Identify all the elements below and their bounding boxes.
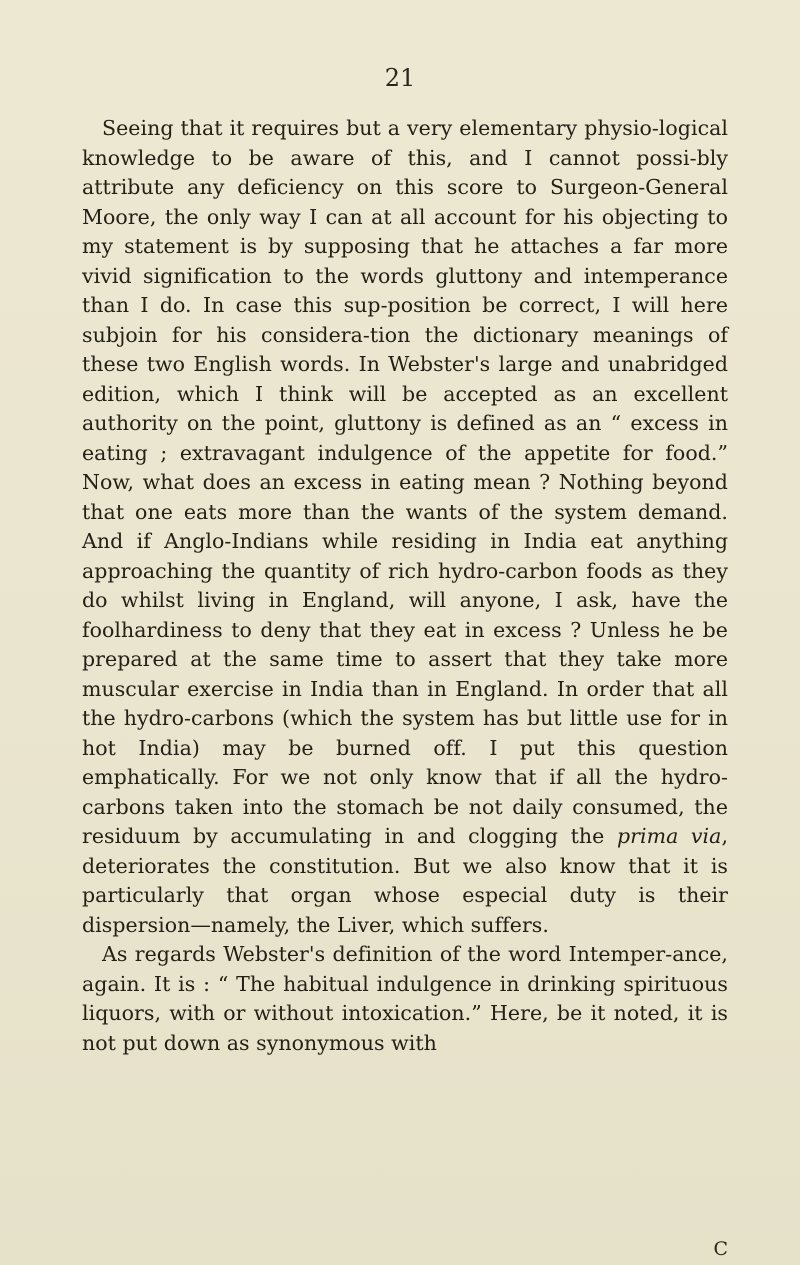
signature-mark: C [713, 1238, 728, 1260]
paragraph-1-text-continued: , deteriorates the constitution. But we also know that it is particularly that organ whose especial duty is their dispersion—namely, the Liver, which suffers. [82, 824, 729, 937]
body-text [82, 114, 728, 1058]
paragraph-2 [82, 940, 728, 1058]
paragraph-1-text: Seeing that it requires but a very elementary physio-logical knowledge to be aware of this, and I cannot possi-bly attribute any deficiency on this score to Surgeon-General Moore, the only way I can at all account for his objecting to my statement is by supposing that he attaches a far more vivid signification to the words gluttony and intemperance than I do. In case this sup-position be correct, I will here subjoin for his considera-tion the dictionary meanings of these two English words. In Webster's large and unabridged edition, which I think will be accepted as an excellent authority on the point, gluttony is defined as an “ excess in eating ; extravagant indulgence of the appetite for food.” Now, what does an excess in eating mean ? Nothing beyond that one eats more than the wants of the system demand. And if Anglo-Indians while residing in India eat anything approaching the quantity of rich hydro-carbon foods as they do whilst living in England, will anyone, I ask, have the foolhardiness to deny that they eat in excess ? Unless he be prepared at the same time to assert that they take more muscular exercise in India than in England. In order that all the hydro-carbons (which the system has but little use for in hot India) may be burned off. I put this question emphatically. For we not only know that if all the hydro-carbons taken into the stomach be not daily consumed, the residuum by accumulating in and clogging the [82, 116, 728, 848]
italic-phrase-prima-via: prima via [616, 824, 722, 848]
paragraph-1 [82, 114, 728, 940]
paragraph-2-text: As regards Webster's definition of the word Intemper-ance, again. It is : “ The habitual indulgence in drinking spirituous liquors, with or without intoxication.” Here, be it noted, it is not put down as synonymous with [82, 942, 728, 1055]
page-number: 21 [384, 64, 416, 92]
